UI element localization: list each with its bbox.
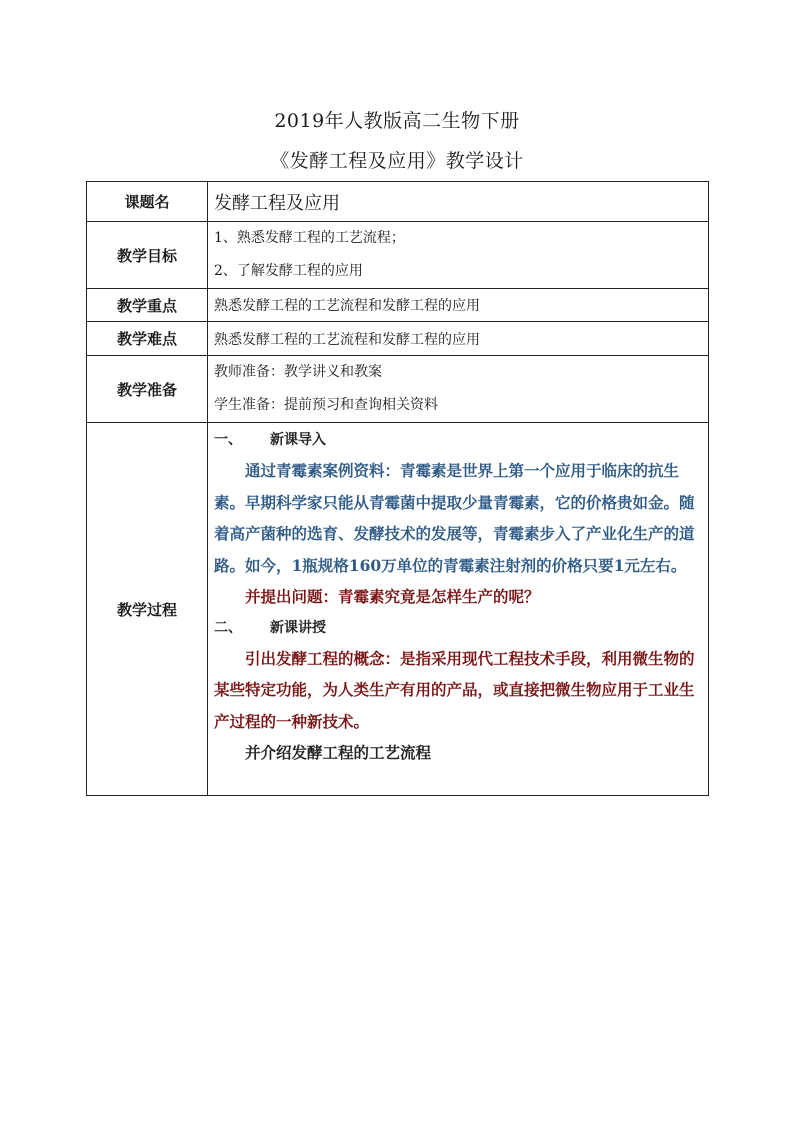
row-difficulty xyxy=(87,322,709,356)
value-difficulty: 熟悉发酵工程的工艺流程和发酵工程的应用 xyxy=(208,322,709,356)
section2-title: 新课讲授 xyxy=(270,619,326,636)
prep-item: 教师准备：教学讲义和教案 xyxy=(214,364,382,380)
section1-heading xyxy=(214,425,702,455)
row-process xyxy=(87,423,709,796)
doc-title-line2: 《发酵工程及应用》教学设计 xyxy=(270,150,524,172)
row-key xyxy=(87,289,709,322)
value-goals xyxy=(208,222,709,289)
label-key: 教学重点 xyxy=(87,289,208,322)
paragraph-question: 并提出问题：青霉素究竟是怎样生产的呢？ xyxy=(245,587,540,606)
goal-item: 2、了解发酵工程的应用 xyxy=(214,263,363,279)
doc-title-line1: 2019年人教版高二生物下册 xyxy=(274,110,520,132)
paragraph-process-flow: 并介绍发酵工程的工艺流程 xyxy=(245,743,432,762)
section1-number: 一、 xyxy=(214,432,242,448)
paragraph-intro: 通过青霉素案例资料：青霉素是世界上第一个应用于临床的抗生素。早期科学家只能从青霉菌中提取少量青霉素，它的价格贵如金。随着高产菌种的选育、发酵技术的发展等，青霉素步入了产业化生产的道路。如今，1瓶规格160万单位的青霉素注射剂的价格只要1元左右。 xyxy=(214,461,695,575)
label-goals: 教学目标 xyxy=(87,222,208,289)
section2-heading xyxy=(214,613,702,643)
value-process xyxy=(208,423,709,796)
label-process: 教学过程 xyxy=(87,423,208,796)
row-prep xyxy=(87,356,709,423)
paragraph-concept: 引出发酵工程的概念：是指采用现代工程技术手段，利用微生物的某些特定功能，为人类生产有用的产品，或直接把微生物应用于工业生产过程的一种新技术。 xyxy=(214,648,695,731)
label-topic: 课题名 xyxy=(87,182,208,222)
row-goals xyxy=(87,222,709,289)
label-prep: 教学准备 xyxy=(87,356,208,423)
value-prep xyxy=(208,356,709,423)
value-topic: 发酵工程及应用 xyxy=(208,182,709,222)
section1-title: 新课导入 xyxy=(270,432,326,448)
prep-item: 学生准备：提前预习和查询相关资料 xyxy=(214,397,438,413)
section2-number: 二、 xyxy=(214,619,242,636)
goal-item: 1、熟悉发酵工程的工艺流程； xyxy=(214,230,405,246)
label-difficulty: 教学难点 xyxy=(87,322,208,356)
row-topic xyxy=(87,182,709,222)
lesson-plan-table xyxy=(86,181,709,796)
value-key: 熟悉发酵工程的工艺流程和发酵工程的应用 xyxy=(208,289,709,322)
